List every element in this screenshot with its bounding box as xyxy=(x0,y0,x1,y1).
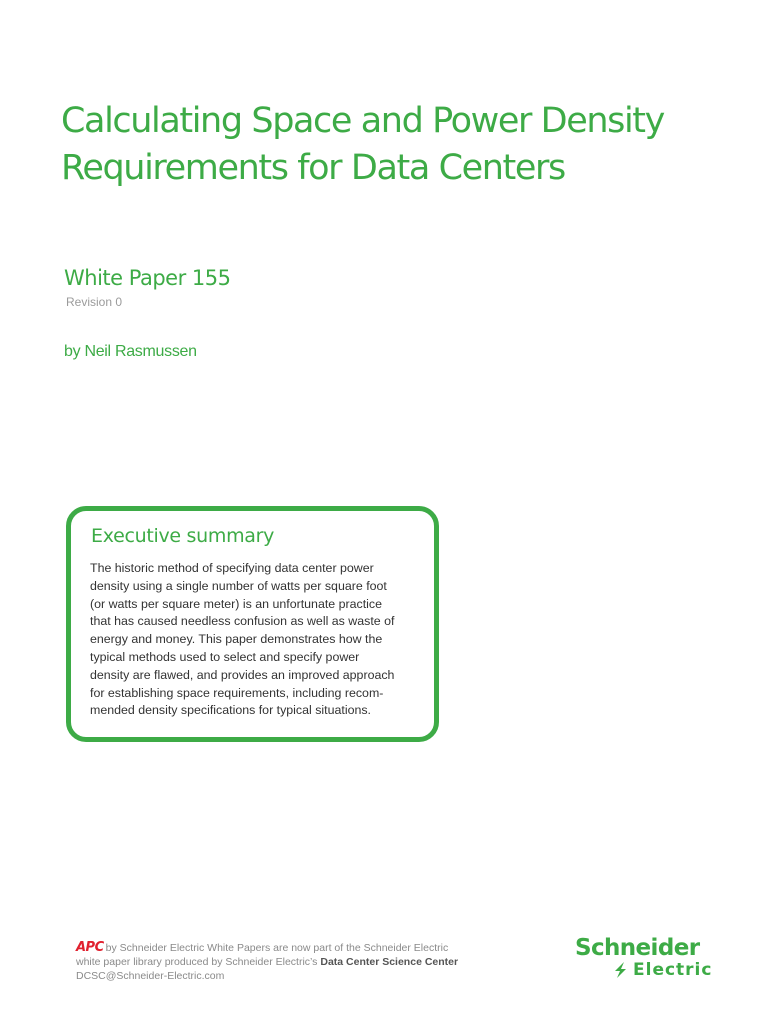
footer-email[interactable]: DCSC@Schneider-Electric.com xyxy=(76,970,225,982)
white-paper-number: White Paper 155 xyxy=(64,266,231,290)
dcsc-name: Data Center Science Center xyxy=(320,956,459,968)
summary-line: mended density specifications for typical situations. xyxy=(90,703,371,718)
logo-word-schneider: Schneider xyxy=(575,935,700,961)
revision-label: Revision 0 xyxy=(66,295,123,309)
schneider-electric-logo xyxy=(575,935,720,985)
author-byline: by Neil Rasmussen xyxy=(64,343,197,360)
summary-line: density using a single number of watts per square foot xyxy=(90,578,387,593)
executive-summary-box xyxy=(66,506,439,742)
summary-line: (or watts per square meter) is an unfortunate practice xyxy=(90,596,383,611)
summary-line: typical methods used to select and specify power xyxy=(90,649,360,664)
summary-line: density are flawed, and provides an improved approach xyxy=(90,667,395,682)
summary-line: that has caused needless confusion as well as waste of xyxy=(90,614,395,629)
schneider-electric-mark-icon xyxy=(611,960,631,980)
footer-text-1: by Schneider Electric White Papers are now part of the Schneider Electric xyxy=(105,942,449,954)
summary-line: The historic method of specifying data center power xyxy=(90,561,374,575)
footer-line-1 xyxy=(76,941,516,955)
logo-electric-row xyxy=(611,959,712,981)
summary-line: for establishing space requirements, including recom- xyxy=(90,685,384,700)
logo-word-electric: Electric xyxy=(633,960,713,980)
summary-line: energy and money. This paper demonstrates how the xyxy=(90,632,383,647)
apc-logo: APC xyxy=(76,940,104,955)
executive-summary-text xyxy=(90,560,430,720)
footer-notice xyxy=(76,941,516,983)
title-line-1: Calculating Space and Power Density xyxy=(61,101,664,141)
document-title xyxy=(61,98,751,192)
footer-line-2 xyxy=(76,955,516,969)
title-line-2: Requirements for Data Centers xyxy=(61,148,565,188)
executive-summary-heading: Executive summary xyxy=(91,525,275,547)
footer-text-2: white paper library produced by Schneider Electric’s xyxy=(76,956,318,968)
